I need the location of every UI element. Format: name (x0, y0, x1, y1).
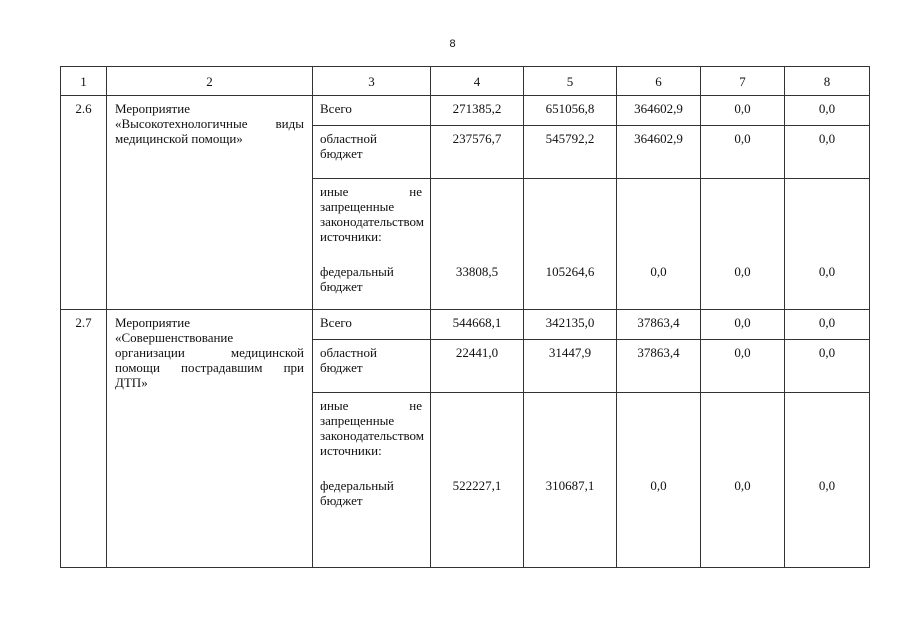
section-number: 2.6 (61, 96, 107, 310)
value-cell: 544668,1 (431, 310, 524, 340)
value-cell: 0,0 (701, 340, 785, 393)
measure-name: Мероприятие «Совершенствование организации медицинской помощи пострадавшим при ДТП» (107, 310, 313, 568)
header-row (61, 67, 870, 96)
value-text: 522227,1 (452, 478, 502, 493)
header-cell: 8 (785, 67, 870, 96)
other-sources-note: иные не запрещенные законодательством источники: (320, 184, 425, 244)
funding-source: федеральный бюджет (320, 478, 394, 508)
value-text: 310687,1 (545, 478, 595, 493)
value-text: 0,0 (650, 478, 667, 493)
budget-table (60, 66, 870, 568)
funding-source: федеральный бюджет (320, 264, 394, 294)
header-cell: 4 (431, 67, 524, 96)
header-cell: 7 (701, 67, 785, 96)
funding-source-cell (313, 179, 431, 310)
measure-name: Мероприятие «Высокотехнологичные виды медицинской помощи» (107, 96, 313, 310)
header-cell: 3 (313, 67, 431, 96)
value-cell: 237576,7 (431, 126, 524, 179)
value-cell: 0,0 (785, 310, 870, 340)
value-cell: 0,0 (785, 96, 870, 126)
value-cell (701, 393, 785, 568)
value-cell (524, 393, 617, 568)
header-cell: 6 (617, 67, 701, 96)
value-cell (617, 393, 701, 568)
funding-source: Всего (313, 96, 431, 126)
value-cell: 651056,8 (524, 96, 617, 126)
header-cell: 5 (524, 67, 617, 96)
page-number: 8 (449, 38, 456, 50)
table-row (61, 96, 870, 126)
value-cell: 0,0 (701, 310, 785, 340)
funding-source-cell (313, 393, 431, 568)
value-cell (701, 179, 785, 310)
funding-source: областной бюджет (313, 340, 431, 393)
value-text: 33808,5 (455, 264, 499, 279)
value-cell: 0,0 (785, 340, 870, 393)
value-text: 0,0 (650, 264, 667, 279)
section-number: 2.7 (61, 310, 107, 568)
value-cell: 342135,0 (524, 310, 617, 340)
value-cell: 271385,2 (431, 96, 524, 126)
value-cell (785, 179, 870, 310)
value-cell: 545792,2 (524, 126, 617, 179)
other-sources-note: иные не запрещенные законодательством источники: (320, 398, 425, 458)
value-text: 0,0 (818, 264, 836, 279)
funding-source: областной бюджет (313, 126, 431, 179)
value-cell: 0,0 (701, 126, 785, 179)
value-cell: 37863,4 (617, 340, 701, 393)
value-cell: 31447,9 (524, 340, 617, 393)
header-cell: 2 (107, 67, 313, 96)
value-cell: 364602,9 (617, 96, 701, 126)
table-row (61, 310, 870, 340)
value-text: 105264,6 (545, 264, 595, 279)
value-cell (617, 179, 701, 310)
value-text: 0,0 (734, 478, 751, 493)
value-cell (524, 179, 617, 310)
value-cell: 22441,0 (431, 340, 524, 393)
value-text: 0,0 (818, 478, 836, 493)
value-cell (431, 179, 524, 310)
value-cell (785, 393, 870, 568)
value-cell: 0,0 (785, 126, 870, 179)
header-cell: 1 (61, 67, 107, 96)
value-cell: 364602,9 (617, 126, 701, 179)
value-cell: 37863,4 (617, 310, 701, 340)
value-text: 0,0 (734, 264, 751, 279)
value-cell: 0,0 (701, 96, 785, 126)
funding-source: Всего (313, 310, 431, 340)
value-cell (431, 393, 524, 568)
